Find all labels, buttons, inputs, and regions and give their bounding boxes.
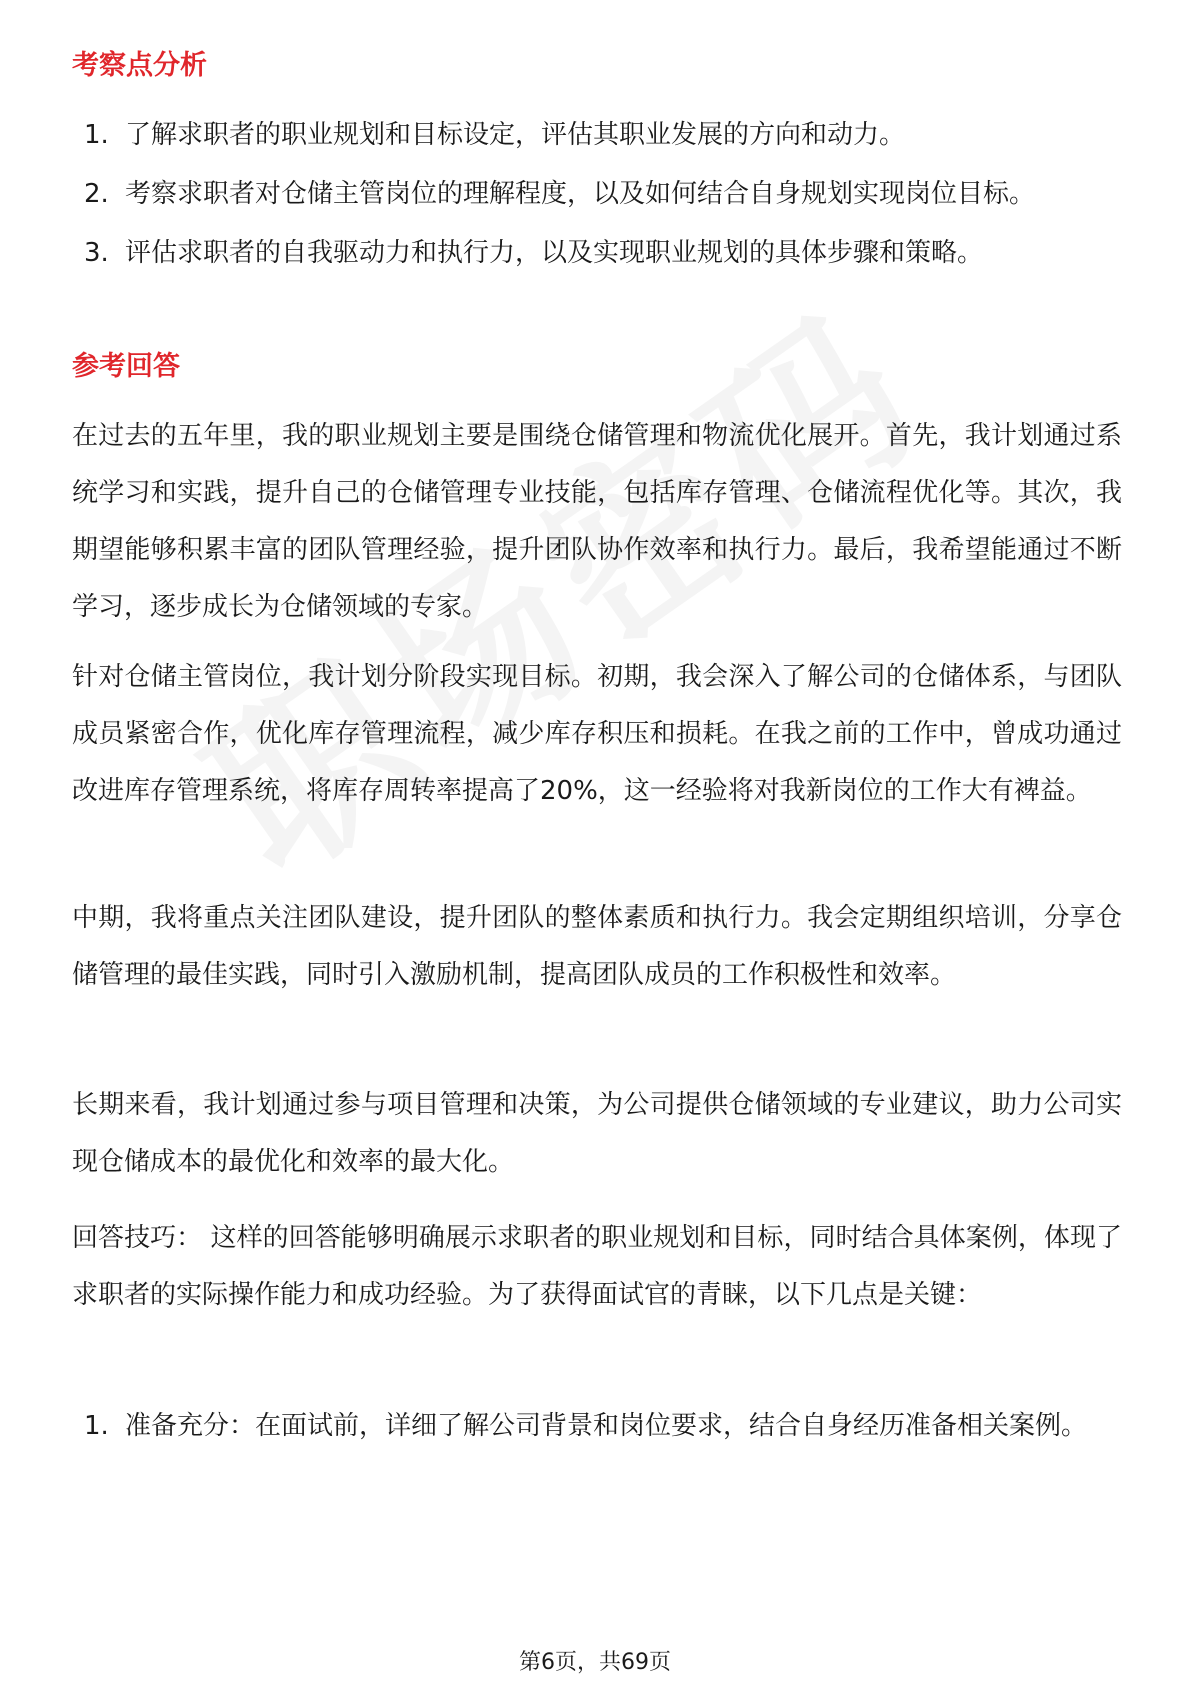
- list-item-text: 考察求职者对仓储主管岗位的理解程度，以及如何结合自身规划实现岗位目标。: [125, 179, 1036, 209]
- answer-paragraph: 中期，我将重点关注团队建设，提升团队的整体素质和执行力。我会定期组织培训，分享仓储管理的最佳实践，同时引入激励机制，提高团队成员的工作积极性和效率。: [72, 903, 1122, 990]
- answer-paragraph: 针对仓储主管岗位，我计划分阶段实现目标。初期，我会深入了解公司的仓储体系，与团队成员紧密合作，优化库存管理流程，减少库存积压和损耗。在我之前的工作中，曾成功通过改进库存管理系统，将库存周转率提高了20%，这一经验将对我新岗位的工作大有裨益。: [72, 662, 1122, 806]
- answer-paragraph: 在过去的五年里，我的职业规划主要是围绕仓储管理和物流优化展开。首先，我计划通过系统学习和实践，提升自己的仓储管理专业技能，包括库存管理、仓储流程优化等。其次，我期望能够积累丰富的团队管理经验，提升团队协作效率和执行力。最后，我希望能通过不断学习，逐步成长为仓储领域的专家。: [72, 421, 1122, 622]
- page-number: 第6页，共69页: [519, 1650, 671, 1675]
- list-item-number: 2.: [84, 179, 109, 209]
- list-item-number: 1.: [84, 120, 109, 150]
- list-item-text: 评估求职者的自我驱动力和执行力，以及实现职业规划的具体步骤和策略。: [125, 238, 984, 268]
- list-item: [72, 107, 1122, 164]
- answer-paragraph: 长期来看，我计划通过参与项目管理和决策，为公司提供仓储领域的专业建议，助力公司实现仓储成本的最优化和效率的最大化。: [72, 1090, 1122, 1177]
- list-item-text: 准备充分：在面试前，详细了解公司背景和岗位要求，结合自身经历准备相关案例。: [125, 1411, 1088, 1441]
- answer-heading: 参考回答: [72, 351, 180, 382]
- list-item-number: 1.: [84, 1411, 109, 1441]
- tips-list: [72, 1398, 1122, 1457]
- tips-paragraph: 回答技巧： 这样的回答能够明确展示求职者的职业规划和目标，同时结合具体案例，体现了求职者的实际操作能力和成功经验。为了获得面试官的青睐，以下几点是关键：: [72, 1223, 1122, 1310]
- list-item-text: 了解求职者的职业规划和目标设定，评估其职业发展的方向和动力。: [125, 120, 906, 150]
- list-item: [72, 1398, 1122, 1455]
- analysis-heading: 考察点分析: [72, 50, 207, 81]
- analysis-list: [72, 107, 1122, 284]
- list-item: [72, 225, 1122, 282]
- list-item-number: 3.: [84, 238, 109, 268]
- list-item: [72, 166, 1122, 223]
